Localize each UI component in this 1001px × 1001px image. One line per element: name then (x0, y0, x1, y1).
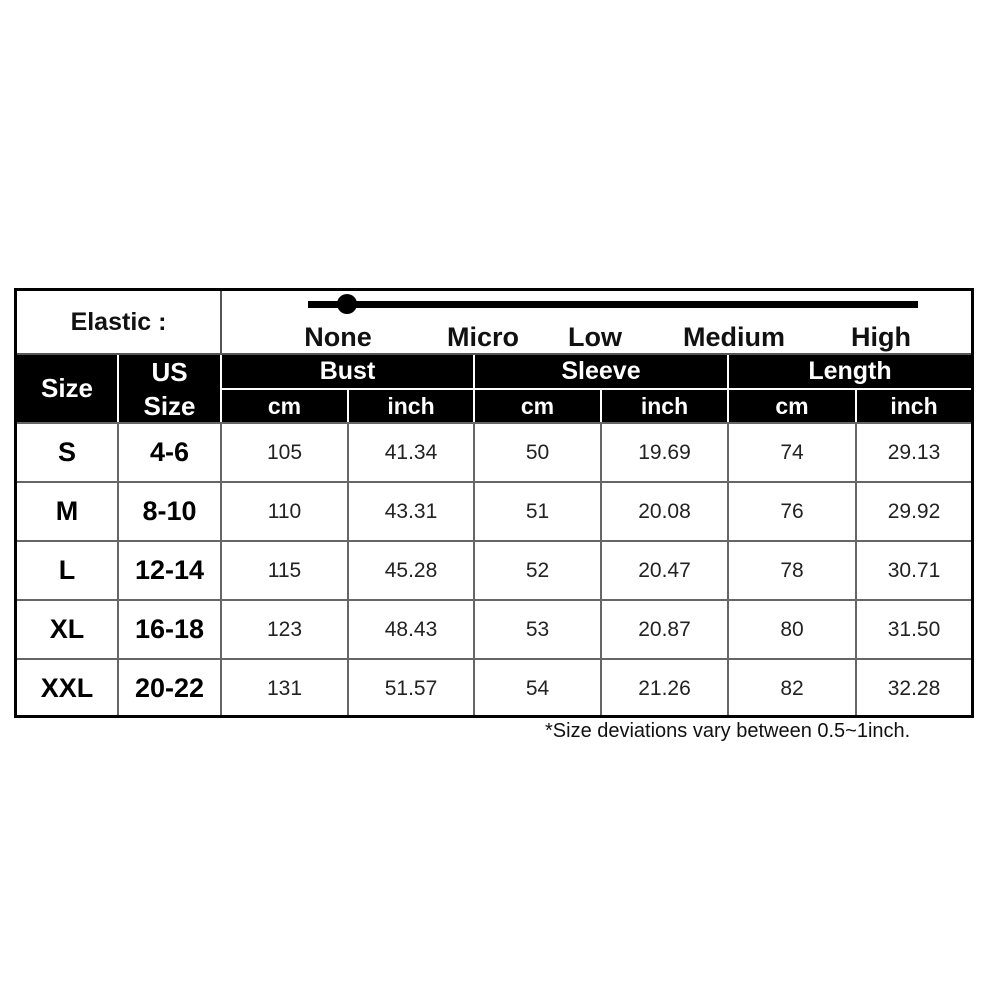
sleeve-cm-cell: 54 (525, 676, 550, 700)
header-unit-bust-cm: cm (222, 390, 347, 422)
header-unit-sleeve-inch: inch (602, 390, 727, 422)
bust-cm-cell: 105 (266, 440, 303, 464)
sleeve-inch-cell: 20.87 (638, 617, 691, 641)
table-row (17, 422, 971, 481)
bust-inch-cell: 41.34 (384, 440, 438, 464)
header-size: Size (17, 355, 117, 422)
sleeve-cm-cell: 51 (525, 499, 550, 523)
us-size-cell: 12-14 (134, 555, 205, 585)
elastic-level-micro: Micro (446, 322, 520, 352)
header-sleeve: Sleeve (475, 355, 727, 388)
bust-cm-cell: 110 (267, 499, 302, 523)
table-row (17, 599, 971, 658)
sleeve-inch-cell: 20.47 (638, 558, 691, 582)
length-inch-cell: 32.28 (887, 676, 941, 700)
sleeve-inch-cell: 19.69 (638, 440, 691, 464)
us-size-cell: 4-6 (149, 437, 190, 467)
sleeve-cm-cell: 50 (525, 440, 550, 464)
length-inch-cell: 29.13 (887, 440, 941, 464)
bust-inch-cell: 51.57 (384, 676, 438, 700)
elastic-scale-line (308, 301, 918, 308)
sleeve-inch-cell: 21.26 (638, 676, 691, 700)
bust-inch-cell: 48.43 (384, 617, 438, 641)
elastic-level-low: Low (568, 322, 622, 352)
bust-cm-cell: 131 (266, 676, 303, 700)
size-chart (14, 288, 974, 718)
bust-cm-cell: 115 (267, 558, 302, 582)
elastic-level-none: None (304, 322, 372, 352)
size-cell: M (55, 496, 79, 526)
header-bust: Bust (222, 355, 473, 388)
elastic-label: Elastic : (17, 291, 222, 353)
size-deviation-footnote: *Size deviations vary between 0.5~1inch. (545, 720, 911, 742)
size-cell: XXL (40, 673, 94, 703)
header-unit-length-inch: inch (857, 390, 971, 422)
us-size-cell: 20-22 (134, 673, 205, 703)
length-cm-cell: 74 (780, 440, 804, 464)
header-us-line2: Size (143, 390, 196, 421)
elastic-scale (222, 291, 971, 353)
header-unit-length-cm: cm (729, 390, 855, 422)
table-row (17, 481, 971, 540)
sleeve-inch-cell: 20.08 (638, 499, 691, 523)
size-cell: S (57, 437, 76, 467)
table-row (17, 658, 971, 717)
table-row (17, 540, 971, 599)
header-us-line1: US (151, 356, 188, 387)
header-unit-sleeve-cm: cm (475, 390, 600, 422)
bust-inch-cell: 43.31 (384, 499, 438, 523)
length-inch-cell: 30.71 (887, 558, 941, 582)
size-cell: L (58, 555, 76, 585)
length-cm-cell: 80 (780, 617, 804, 641)
length-cm-cell: 76 (780, 499, 804, 523)
header-unit-bust-inch: inch (349, 390, 473, 422)
elastic-row (17, 291, 971, 355)
header-us-size (119, 355, 220, 422)
elastic-selected-marker (337, 294, 357, 314)
us-size-cell: 16-18 (134, 614, 205, 644)
header-length: Length (729, 355, 971, 388)
elastic-level-medium: Medium (682, 322, 786, 352)
length-cm-cell: 82 (780, 676, 804, 700)
sleeve-cm-cell: 53 (525, 617, 550, 641)
length-inch-cell: 29.92 (887, 499, 941, 523)
elastic-level-high: High (851, 322, 911, 352)
length-cm-cell: 78 (780, 558, 804, 582)
sleeve-cm-cell: 52 (525, 558, 550, 582)
bust-cm-cell: 123 (266, 617, 303, 641)
length-inch-cell: 31.50 (887, 617, 941, 641)
size-cell: XL (49, 614, 85, 644)
us-size-cell: 8-10 (142, 496, 197, 526)
bust-inch-cell: 45.28 (384, 558, 438, 582)
